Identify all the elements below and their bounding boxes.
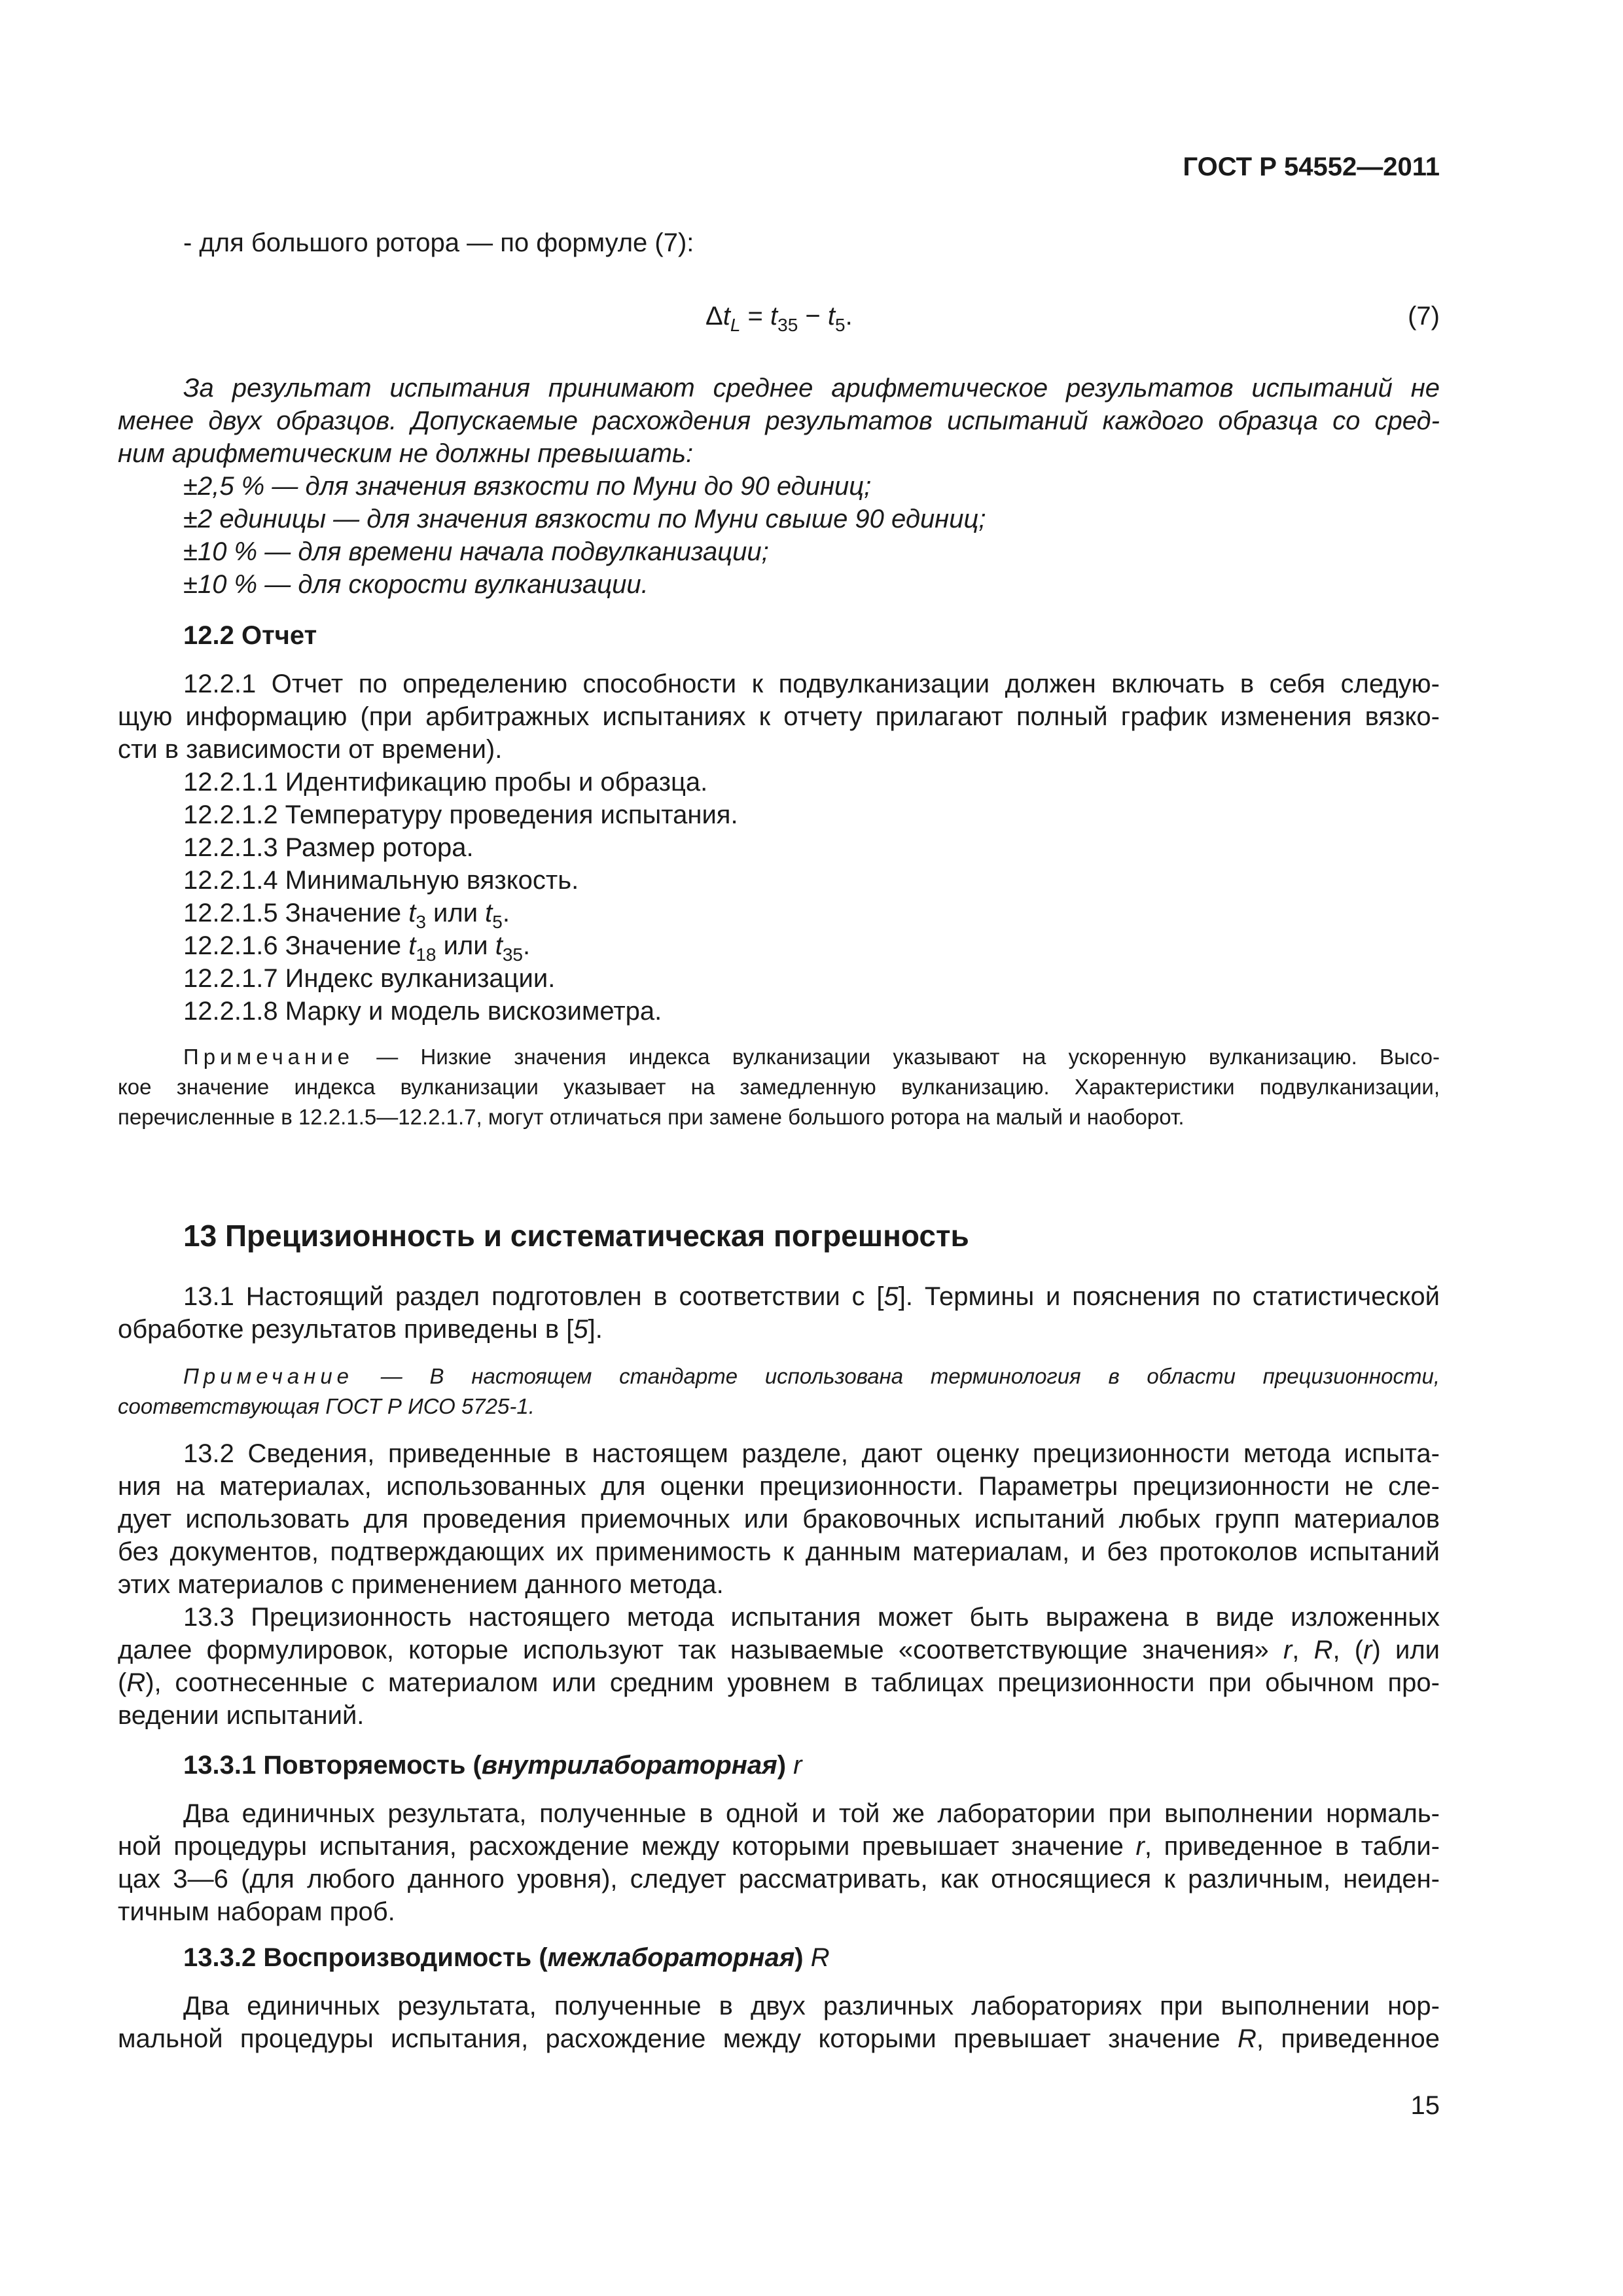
report-item-end: . [523,931,531,960]
result-para-line-2: менее двух образцов. Допускаемые расхождения результатов испытаний каждого образца со сред- [118,406,1440,435]
para-text: ]. [588,1315,603,1344]
formula-delta: Δ [705,302,723,331]
report-item-label: 12.2.1.5 Значение [183,899,409,927]
note-1-line-1 [183,1043,1440,1071]
para-text: ) или [1372,1636,1440,1664]
para-text: , приведенное в табли- [1144,1832,1440,1861]
symbol-t: t [408,899,416,927]
note-label: Примечание [183,1045,355,1069]
subscript: 35 [502,944,524,965]
para-13-2-line-1: 13.2 Сведения, приведенные в настоящем разделе, дают оценку прецизионности метода испыта- [183,1439,1440,1468]
heading-kind: внутрилабораторная [481,1751,777,1780]
heading-text: 13.3.1 Повторяемость ( [183,1751,482,1780]
para-13-2-line-2: ния на материалах, использованных для оценки прецизионности. Параметры прецизионности не сле- [118,1472,1440,1501]
para-13-3-line-4: ведении испытаний. [118,1701,365,1730]
report-item [183,897,510,932]
heading-text: ) [794,1943,811,1972]
reference-link[interactable]: 5 [573,1315,588,1344]
symbol-t: t [408,931,416,960]
symbol-R: R [1238,2024,1257,2053]
para-text: ной процедуры испытания, расхождение между которыми превышает значение [118,1832,1136,1861]
para-13-3-2-line-1: Два единичных результата, полученные в двух различных лабораториях при выполнении нор- [183,1992,1440,2020]
report-item: 12.2.1.3 Размер ротора. [183,833,474,862]
formula-dot: . [845,302,853,331]
subscript: 3 [416,912,426,932]
section-12-2-heading: 12.2 Отчет [183,621,317,650]
note-text: — Низкие значения индекса вулканизации указывают на ускоренную вулканизацию. Высо- [354,1045,1440,1069]
report-item: 12.2.1.2 Температуру проведения испытания. [183,800,738,829]
formula-7 [705,300,853,335]
tolerance-item: ±2 единицы — для значения вязкости по Муни свыше 90 единиц; [183,505,986,533]
subscript: 18 [416,944,437,965]
reference-link[interactable]: 5 [883,1282,899,1311]
note-1-line-3: перечисленные в 12.2.1.5—12.2.1.7, могут отличаться при замене большого ротора на малый и наоборот. [118,1105,1185,1129]
note-2-line-2: соответствующая ГОСТ Р ИСО 5725-1. [118,1394,535,1418]
formula-t: t [722,302,730,331]
para-text: ( [118,1668,127,1697]
note-2-line-1 [183,1363,1440,1390]
note-text: — В настоящем стандарте использована терминология в области прецизионности, [353,1364,1440,1388]
formula-minus: − [798,302,828,331]
report-item: 12.2.1.1 Идентификацию пробы и образца. [183,768,708,797]
formula-sub-35: 35 [777,315,798,335]
tolerance-item: ±10 % — для скорости вулканизации. [183,570,649,599]
para-text: , приведенное [1256,2024,1440,2053]
section-13-3-1-heading [183,1749,802,1782]
para-13-3-line-3 [118,1666,1440,1699]
para-13-2-line-5: этих материалов с применением данного метода. [118,1570,724,1599]
para-13-2-line-3: дует использовать для проведения приемочных или браковочных испытаний любых групп материалов [118,1505,1440,1534]
para-13-1-line-2 [118,1313,603,1346]
section-13-heading: 13 Прецизионность и систематическая погрешность [183,1219,969,1253]
symbol-t: t [495,931,503,960]
para-13-1-line-1 [183,1280,1440,1313]
para-13-3-1-line-1: Два единичных результата, полученные в одной и той же лаборатории при выполнении нормаль- [183,1799,1440,1828]
para-13-3-line-2 [118,1634,1440,1666]
report-item: 12.2.1.4 Минимальную вязкость. [183,866,579,895]
report-item-label: 12.2.1.6 Значение [183,931,409,960]
formula-t: t [770,302,778,331]
para-13-3-2-line-2 [118,2022,1440,2055]
para-13-3-line-1: 13.3 Прецизионность настоящего метода испытания может быть выражена в виде изложенных [183,1603,1440,1632]
symbol-r: r [793,1751,802,1780]
note-1-line-2: кое значение индекса вулканизации указывает на замедленную вулканизацию. Характеристики подвулканизации, [118,1075,1440,1099]
section-13-3-2-heading [183,1941,830,1974]
result-para-line-1: За результат испытания принимают среднее арифметическое результатов испытаний не [183,374,1440,403]
symbol-R: R [810,1943,830,1972]
formula-sub-5: 5 [835,315,846,335]
para-text: , ( [1332,1636,1364,1664]
heading-text: ) [777,1751,794,1780]
para-12-2-1-line-2: щую информацию (при арбитражных испытаниях к отчету прилагают полный график изменения вязко- [118,702,1440,731]
para-13-3-1-line-4: тичным наборам проб. [118,1897,395,1926]
para-text: ]. Термины и пояснения по статистической [898,1282,1440,1311]
para-text: ), соотнесенные с материалом или средним уровнем в таблицах прецизионности при обычном про- [145,1668,1440,1697]
para-text: обработке результатов приведены в [ [118,1315,574,1344]
symbol-R: R [1313,1636,1333,1664]
para-12-2-1-line-1: 12.2.1 Отчет по определению способности к подвулканизации должен включать в себя следую- [183,670,1440,698]
report-item: 12.2.1.7 Индекс вулканизации. [183,964,556,993]
para-text: мальной процедуры испытания, расхождение между которыми превышает значение [118,2024,1238,2053]
tolerance-item: ±10 % — для времени начала подвулканизации; [183,537,769,566]
subscript: 5 [492,912,503,932]
report-item-end: . [502,899,510,927]
formula-eq: = [740,302,771,331]
para-13-3-1-line-2 [118,1830,1440,1863]
heading-kind: межлабораторная [547,1943,795,1972]
formula-t: t [827,302,836,331]
symbol-R: R [126,1668,146,1697]
formula-sub-l: L [730,315,741,335]
symbol-r: r [1135,1832,1145,1861]
formula-number: (7) [1408,302,1440,331]
heading-text: 13.3.2 Воспроизводимость ( [183,1943,548,1972]
symbol-r: r [1283,1636,1293,1664]
para-12-2-1-line-3: сти в зависимости от времени). [118,735,503,764]
para-text: далее формулировок, которые используют так называемые «соответствующие значения» [118,1636,1283,1664]
symbol-t: t [485,899,493,927]
para-text: 13.1 Настоящий раздел подготовлен в соответствии с [ [183,1282,884,1311]
report-item: 12.2.1.8 Марку и модель вискозиметра. [183,997,662,1026]
result-para-line-3: ним арифметическим не должны превышать: [118,439,694,468]
tolerance-item: ±2,5 % — для значения вязкости по Муни до 90 единиц; [183,472,872,501]
report-item-or: или [436,931,495,960]
para-13-2-line-4: без документов, подтверждающих их применимость к данным материалам, и без протоколов испытаний [118,1537,1440,1566]
para-13-3-1-line-3: цах 3—6 (для любого данного уровня), следует рассматривать, как относящиеся к различным, неиден- [118,1865,1440,1893]
note-label: Примечание [183,1364,354,1388]
document-number: ГОСТ Р 54552—2011 [1183,152,1440,181]
para-text: , [1292,1636,1314,1664]
symbol-r: r [1363,1636,1372,1664]
formula-intro: - для большого ротора — по формуле (7): [183,228,694,257]
report-item-or: или [425,899,486,927]
page-number: 15 [1410,2091,1440,2120]
report-item [183,929,531,965]
